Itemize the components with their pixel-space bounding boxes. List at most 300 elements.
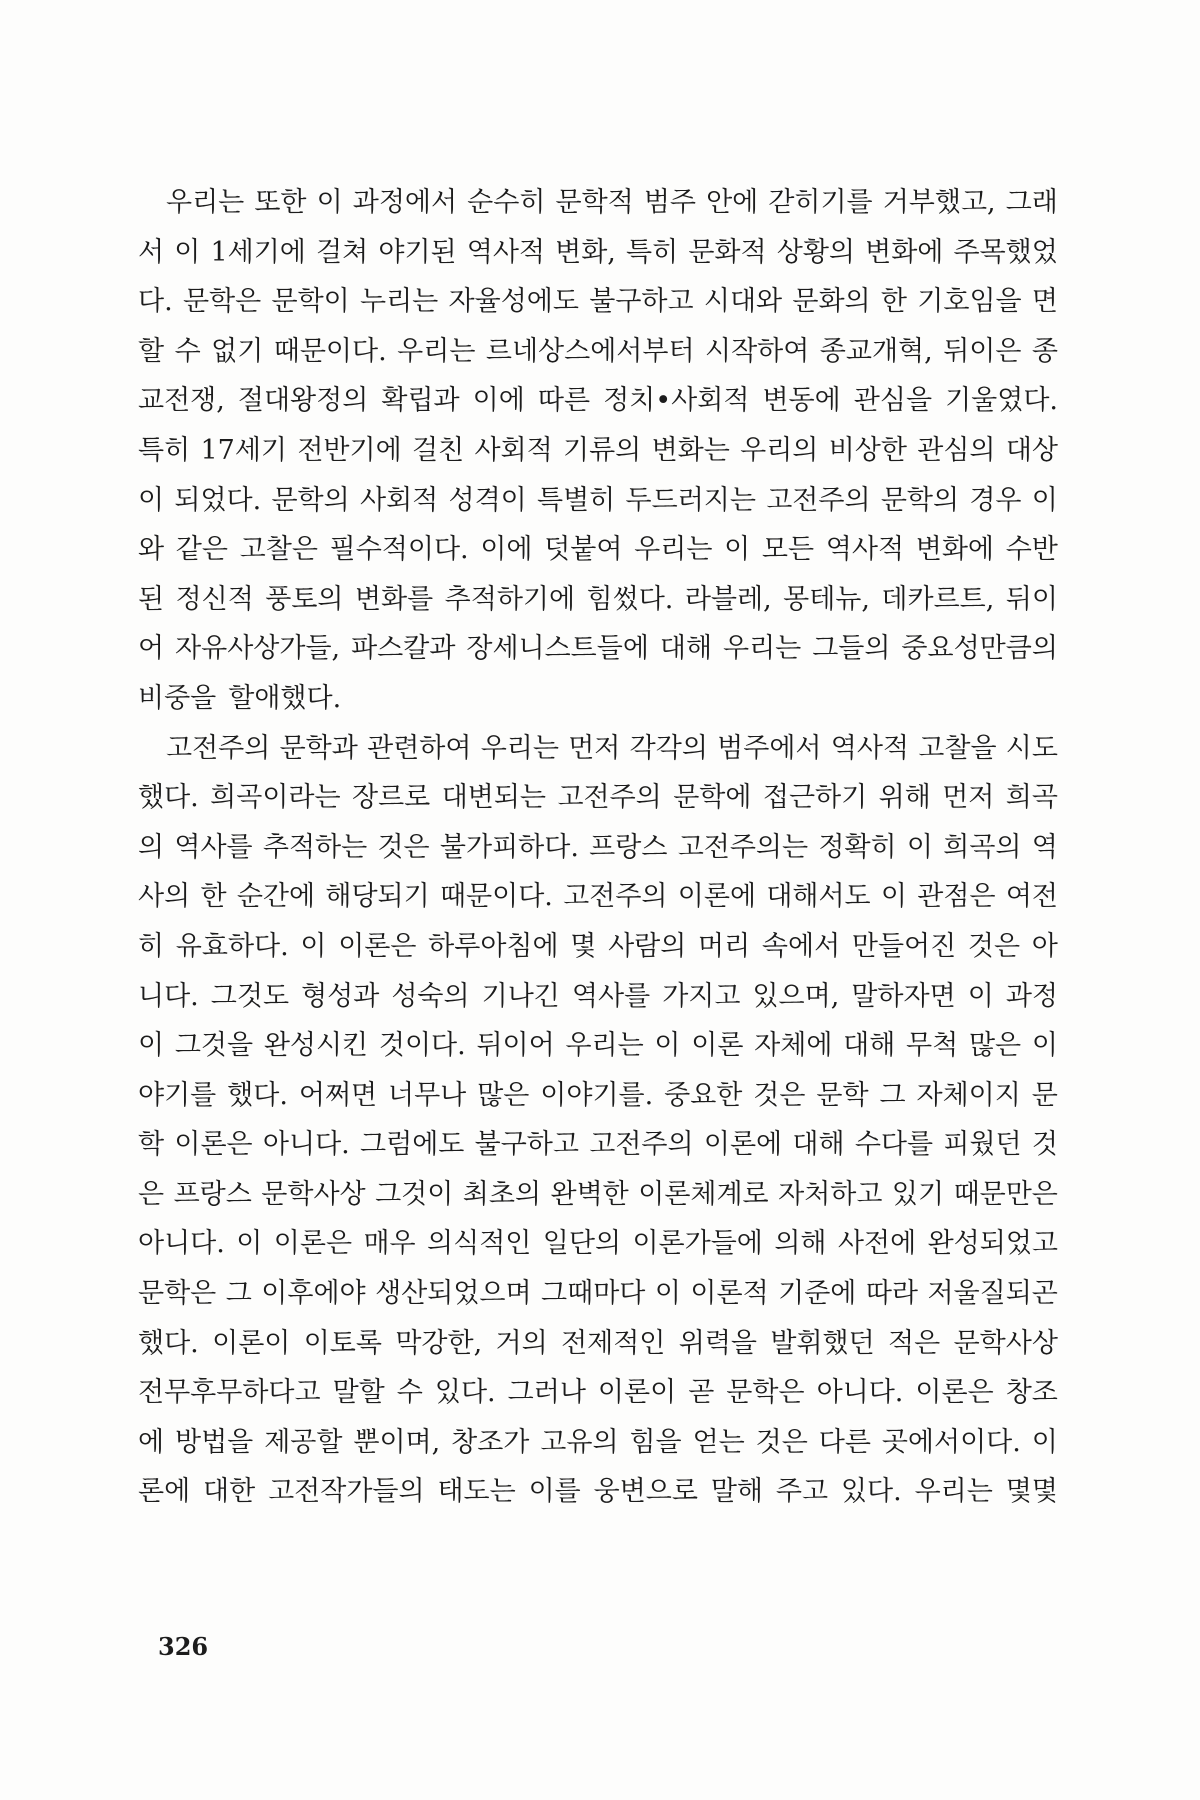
word: 있다.: [840, 1476, 902, 1508]
word: 거의: [495, 1327, 548, 1359]
text-line: [138, 674, 1058, 724]
word: 곧: [688, 1377, 715, 1409]
word: 이론은: [338, 930, 417, 962]
text-line: [138, 1269, 1058, 1319]
word: 관심을: [853, 385, 933, 417]
word: 의: [138, 831, 165, 863]
word: 것은: [967, 930, 1021, 962]
word: 이: [1031, 1030, 1058, 1062]
word: 했다.: [138, 782, 199, 814]
word: 특히: [138, 434, 191, 466]
word: 교전쟁,: [138, 385, 225, 417]
word: 매우: [363, 1228, 416, 1260]
word: 자체에: [754, 1030, 833, 1062]
word: 이: [236, 1228, 263, 1260]
word: 역사적: [830, 732, 910, 764]
word: 했다.: [227, 1079, 288, 1111]
word: 추적하는: [262, 831, 368, 863]
text-line: [138, 1219, 1058, 1269]
word: 문학사상: [261, 1178, 366, 1210]
word: 중요성만큼의: [901, 633, 1058, 665]
word: 상황의: [776, 236, 855, 268]
text-line: [138, 773, 1058, 823]
word: 변화에: [865, 236, 944, 268]
word: 필수적이다.: [329, 534, 469, 566]
word: 이: [654, 1030, 681, 1062]
word: 자체이지: [916, 1079, 1021, 1111]
word: 이론가들에: [632, 1228, 763, 1260]
word: 두드러지는: [625, 484, 756, 516]
word: 역사를: [174, 831, 253, 863]
word: 변동에: [762, 385, 841, 417]
page-number: 326: [158, 1632, 209, 1661]
word: 역사적: [466, 236, 545, 268]
word: 17세기: [200, 434, 288, 466]
word: 불구하고: [589, 286, 694, 318]
word: 이론에: [677, 881, 757, 913]
word: 그: [225, 1278, 252, 1310]
word: 하루아침에: [428, 930, 559, 962]
word: 이: [724, 534, 751, 566]
text-line: [138, 575, 1058, 625]
word: 이론은: [174, 1129, 253, 1161]
word: 우리는: [565, 1030, 644, 1062]
word: 론에: [138, 1476, 191, 1508]
word: 적은: [888, 1327, 941, 1359]
word: 기나긴: [481, 980, 560, 1012]
word: 우리는: [723, 633, 802, 665]
word: 그것도: [210, 980, 290, 1012]
word: 태도는: [437, 1476, 516, 1508]
word: 모든: [761, 534, 815, 566]
word: 정확히: [818, 831, 897, 863]
word: 데카르트,: [881, 583, 995, 615]
word: 때문이다.: [273, 335, 387, 367]
word: 사람의: [608, 930, 687, 962]
word: 먼저: [568, 732, 621, 764]
word: 수: [396, 1377, 423, 1409]
word: 것은: [755, 1426, 808, 1458]
word: 속에서: [761, 930, 841, 962]
word: 와: [138, 534, 165, 566]
word: 학: [138, 1129, 165, 1161]
word: 기울였다.: [945, 385, 1058, 417]
word: 경우: [969, 484, 1022, 516]
text-line: [138, 1467, 1058, 1517]
word: 르네상스에서부터: [485, 335, 695, 367]
word: 문화의: [792, 286, 871, 318]
word: 불가피하다.: [439, 831, 579, 863]
word: 우리는: [480, 732, 559, 764]
word: 과정에서: [352, 187, 458, 218]
word: 변화는: [651, 434, 730, 466]
word: 해당되기: [325, 881, 430, 913]
word: 그러나: [507, 1377, 586, 1409]
word: 이: [174, 236, 201, 268]
word: 대변되는: [441, 782, 547, 814]
word: 말할: [332, 1377, 385, 1409]
word: 히: [138, 930, 165, 962]
word: 문학: [816, 1079, 869, 1111]
word: 의해: [774, 1228, 827, 1260]
word: 최초의: [462, 1178, 542, 1210]
text-line: [138, 1418, 1058, 1468]
word: 희곡의: [943, 831, 1022, 863]
word: 문화적: [688, 236, 767, 268]
word: 전반기에: [297, 434, 402, 466]
word: 기류의: [563, 434, 642, 466]
word: 수다를: [854, 1129, 934, 1161]
word: 시대와: [703, 286, 783, 318]
word: 누리는: [360, 286, 439, 318]
word: 할: [138, 335, 165, 367]
word: 머리: [698, 930, 751, 962]
word: 이: [906, 831, 933, 863]
word: 대상: [1005, 434, 1058, 466]
word: 특별히: [537, 484, 616, 516]
text-line: [138, 228, 1058, 278]
word: 이토록: [303, 1327, 382, 1359]
word: 아니다.: [816, 1377, 904, 1409]
word: 은: [138, 1178, 165, 1210]
word: 고전주의는: [677, 831, 809, 863]
text-line: [138, 724, 1058, 774]
word: 종교개혁,: [819, 335, 933, 367]
word: 저울질되곤: [927, 1278, 1058, 1310]
word: 확립과: [381, 385, 460, 417]
word: 고전주의: [557, 782, 662, 814]
word: 이: [1031, 1426, 1058, 1458]
word: 야기를: [138, 1079, 217, 1111]
word: 때문이다.: [439, 881, 553, 913]
word: 성숙의: [391, 980, 470, 1012]
word: 장르로: [352, 782, 431, 814]
word: 창조: [1005, 1377, 1058, 1409]
word: 문학적: [555, 187, 634, 218]
word: 문학사상: [953, 1327, 1058, 1359]
word: 이론이: [597, 1377, 677, 1409]
word: 많은: [968, 1030, 1022, 1062]
word: 완성되었고: [927, 1228, 1058, 1260]
word: 고전주의: [166, 732, 271, 764]
word: 이론에: [703, 1129, 783, 1161]
word: 변화를: [354, 583, 434, 615]
word: 발휘했던: [770, 1327, 875, 1359]
word: 이를: [528, 1476, 581, 1508]
word: 문학의: [880, 484, 960, 516]
word: 뒤이: [1005, 583, 1058, 615]
word: 되었다.: [174, 484, 262, 516]
text-line: [138, 525, 1058, 575]
word: 전무후무하다고: [138, 1377, 321, 1409]
word: 기준에: [778, 1278, 857, 1310]
word: 걸친: [411, 434, 465, 466]
word: 그: [879, 1079, 906, 1111]
word: 전제적인: [561, 1327, 666, 1359]
text-line: [138, 624, 1058, 674]
word: 이론은: [273, 1228, 353, 1260]
word: 없기: [211, 335, 264, 367]
text-line: [138, 327, 1058, 377]
word: 아니다.: [138, 1228, 225, 1260]
word: 성격이: [448, 484, 527, 516]
word: 아: [1031, 930, 1058, 962]
word: 순수히: [467, 187, 546, 218]
word: 수: [174, 335, 201, 367]
word: 라블레,: [684, 583, 772, 615]
word: 우리는: [166, 187, 245, 218]
word: 된: [138, 583, 165, 615]
word: 과정: [1005, 980, 1058, 1012]
word: 파스칼과: [351, 633, 456, 665]
text-line: [138, 922, 1058, 972]
word: 문학과: [279, 732, 358, 764]
word: 자유사상가들,: [175, 633, 341, 665]
word: 희곡: [1005, 782, 1058, 814]
word: 특히: [626, 236, 679, 268]
word: 자율성에도: [448, 286, 579, 318]
word: 완벽한: [550, 1178, 629, 1210]
word: 관점은: [917, 881, 996, 913]
word: 이: [967, 980, 994, 1012]
word: 위력을: [678, 1327, 757, 1359]
word: 이: [138, 484, 165, 516]
word: 희곡이라는: [210, 782, 341, 814]
word: 우리는: [634, 534, 713, 566]
word: 있다.: [434, 1377, 496, 1409]
word: 고전주의: [766, 484, 871, 516]
word: 몇몇: [1005, 1476, 1058, 1508]
word: 몽테뉴,: [783, 583, 870, 615]
word: 생산되었으며: [375, 1278, 532, 1310]
word: 절대왕정의: [237, 385, 369, 417]
word: 문학의: [271, 484, 350, 516]
word: 곳에서이다.: [881, 1426, 1021, 1458]
word: 사전에: [837, 1228, 917, 1260]
word: 변화,: [555, 236, 616, 268]
text-line: [138, 178, 1058, 228]
word: 문: [1031, 1079, 1058, 1111]
word: 변화에: [915, 534, 994, 566]
word: 말하자면: [851, 980, 956, 1012]
word: 고유의: [540, 1426, 619, 1458]
word: 자처하고: [778, 1178, 883, 1210]
word: 너무나: [388, 1079, 467, 1111]
word: 몇: [570, 930, 597, 962]
text-line: [138, 426, 1058, 476]
word: 우리는: [397, 335, 476, 367]
word: 무척: [906, 1030, 959, 1062]
word: 얻는: [692, 1426, 745, 1458]
word: 순간에: [236, 881, 316, 913]
word: 제공할: [264, 1426, 343, 1458]
word: 에: [138, 1426, 165, 1458]
word: 사의: [138, 881, 191, 913]
word: 그때마다: [541, 1278, 646, 1310]
word: 했다.: [138, 1327, 199, 1359]
word: 추적하기에: [444, 583, 576, 615]
text-line: [138, 872, 1058, 922]
word: 시작하여: [705, 335, 810, 367]
word: 여전: [1005, 881, 1058, 913]
word: 할애했다.: [228, 682, 342, 714]
word: 피웠던: [943, 1129, 1022, 1161]
word: 우리는: [914, 1476, 993, 1508]
word: 이: [1031, 484, 1058, 516]
text-line: [138, 972, 1058, 1022]
word: 뒤이어: [476, 1030, 555, 1062]
word: 문학이: [271, 286, 350, 318]
body-text: [138, 178, 1058, 1517]
word: 불구하고: [474, 1129, 579, 1161]
word: 고찰은: [239, 534, 318, 566]
word: 대해: [792, 1129, 845, 1161]
word: 풍토의: [265, 583, 344, 615]
word: 사회적: [474, 434, 553, 466]
word: 많은: [477, 1079, 530, 1111]
word: 것은: [753, 1079, 806, 1111]
word: 장세니스트들에: [466, 633, 649, 665]
text-line: [138, 1368, 1058, 1418]
word: 1세기에: [210, 236, 306, 268]
word: 고전작가들의: [268, 1476, 425, 1508]
word: 기호임을: [917, 286, 1022, 318]
word: 프랑스: [173, 1178, 252, 1210]
text-line: [138, 1120, 1058, 1170]
word: 면: [1031, 286, 1058, 318]
word: 막강한,: [395, 1327, 483, 1359]
word: 접근하기: [762, 782, 868, 814]
word: 먼저: [942, 782, 995, 814]
word: 그럼에도: [360, 1129, 465, 1161]
word: 문학은: [138, 1278, 217, 1310]
word: 걸쳐: [316, 236, 369, 268]
word: 사회적: [359, 484, 439, 516]
word: 한: [880, 286, 908, 318]
word: 따른: [537, 385, 591, 417]
word: 시도: [1005, 732, 1058, 764]
word: 어쩌면: [298, 1079, 378, 1111]
word: 대해서도: [766, 881, 871, 913]
word: 각각의: [629, 732, 708, 764]
word: 힘을: [629, 1426, 682, 1458]
word: 중요한: [664, 1079, 743, 1111]
word: 서: [138, 236, 165, 268]
word: 문학은: [726, 1377, 805, 1409]
word: 안에: [706, 187, 759, 218]
word: 역사적: [825, 534, 905, 566]
word: 유효하다.: [175, 930, 289, 962]
word: 정치•사회적: [603, 385, 750, 417]
word: 그들의: [812, 633, 891, 665]
word: 웅변으로: [593, 1476, 698, 1508]
text-line: [138, 376, 1058, 426]
word: 있기: [891, 1178, 945, 1210]
word: 수반: [1005, 534, 1058, 566]
text-line: [138, 476, 1058, 526]
word: 문학에: [673, 782, 752, 814]
word: 고찰을: [918, 732, 997, 764]
word: 따라: [865, 1278, 919, 1310]
word: 이: [316, 187, 343, 218]
word: 이론이: [212, 1327, 291, 1359]
text-line: [138, 1170, 1058, 1220]
word: 대한: [203, 1476, 256, 1508]
word: 역사를: [571, 980, 651, 1012]
word: 것이다.: [378, 1030, 466, 1062]
word: 이론체계로: [638, 1178, 769, 1210]
word: 방법을: [175, 1426, 254, 1458]
word: 거부했고,: [882, 187, 996, 218]
word: 어: [138, 633, 165, 665]
word: 고전주의: [563, 881, 668, 913]
word: 것은: [377, 831, 430, 863]
word: 같은: [175, 534, 228, 566]
word: 이: [300, 930, 327, 962]
word: 때문만은: [953, 1178, 1058, 1210]
word: 힘썼다.: [586, 583, 674, 615]
word: 범주에서: [717, 732, 822, 764]
word: 아니다.: [262, 1129, 350, 1161]
word: 있으며,: [752, 980, 840, 1012]
word: 이: [654, 1278, 681, 1310]
word: 이론: [691, 1030, 744, 1062]
word: 프랑스: [589, 831, 668, 863]
word: 덧붙여: [544, 534, 623, 566]
word: 이에: [480, 534, 533, 566]
word: 이론적: [690, 1278, 769, 1310]
word: 가지고: [662, 980, 741, 1012]
word: 야기된: [378, 236, 457, 268]
word: 의식적인: [427, 1228, 532, 1260]
text-line: [138, 1021, 1058, 1071]
word: 말해: [710, 1476, 764, 1508]
word: 또한: [254, 187, 307, 218]
text-line: [138, 1071, 1058, 1121]
word: 것: [1031, 1129, 1058, 1161]
word: 우리의: [740, 434, 819, 466]
word: 관련하여: [367, 732, 472, 764]
word: 이후에야: [261, 1278, 366, 1310]
word: 대해: [659, 633, 713, 665]
word: 대해: [843, 1030, 896, 1062]
word: 완성시킨: [263, 1030, 369, 1062]
word: 이: [138, 1030, 165, 1062]
word: 위해: [878, 782, 931, 814]
word: 갇히기를: [768, 187, 873, 218]
word: 뒤이은: [943, 335, 1022, 367]
word: 형성과: [301, 980, 380, 1012]
word: 주목했었: [953, 236, 1058, 268]
word: 니다.: [138, 980, 199, 1012]
text-line: [138, 823, 1058, 873]
word: 역: [1031, 831, 1058, 863]
word: 이: [880, 881, 908, 913]
text-line: [138, 277, 1058, 327]
word: 그래: [1005, 187, 1058, 218]
word: 그것이: [375, 1178, 454, 1210]
word: 다른: [818, 1426, 871, 1458]
word: 범주: [643, 187, 696, 218]
text-line: [138, 1319, 1058, 1369]
word: 관심의: [917, 434, 996, 466]
word: 뿐이며,: [353, 1426, 441, 1458]
word: 비상한: [828, 434, 907, 466]
word: 창조가: [451, 1426, 530, 1458]
word: 한: [200, 881, 227, 913]
word: 정신적: [175, 583, 254, 615]
word: 만들어진: [851, 930, 957, 962]
